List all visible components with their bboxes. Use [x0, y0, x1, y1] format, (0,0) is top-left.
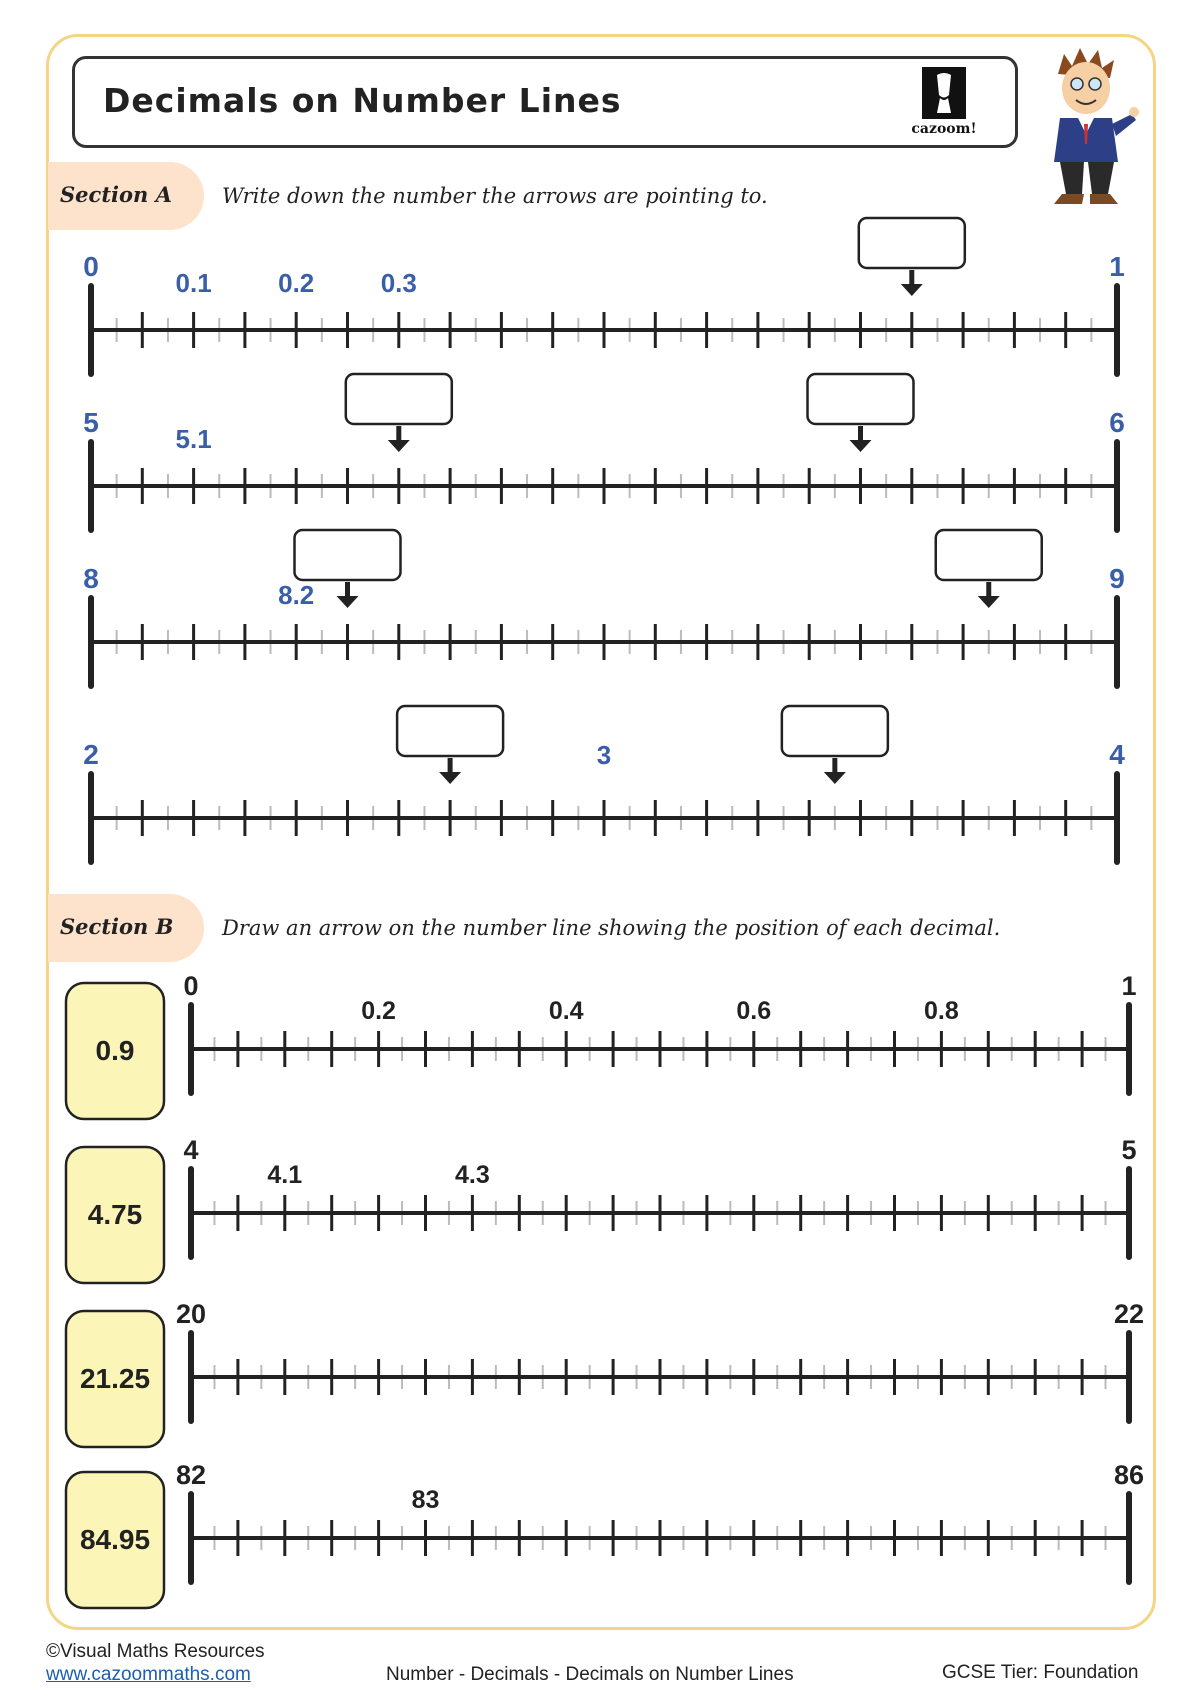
section-b-line-2-tick-label: 4.1	[267, 1161, 303, 1189]
section-a-line-2-answer-box	[346, 374, 452, 424]
section-a-line-3-answer-box	[936, 530, 1042, 580]
section-b-line-3-end-label: 22	[1113, 1299, 1145, 1329]
footer-tier: GCSE Tier: Foundation	[942, 1662, 1139, 1683]
footer-url-link[interactable]: www.cazoommaths.com	[46, 1664, 251, 1685]
section-b-line-1-start-label: 0	[183, 971, 199, 1001]
section-a-line-1-start-label: 0	[83, 251, 99, 282]
section-a-line-2-start-label: 5	[83, 407, 99, 438]
section-a-line-4-start-label: 2	[83, 739, 99, 770]
section-a-label: Section A	[60, 182, 172, 207]
section-b-line-4-end-label: 86	[1113, 1460, 1145, 1490]
section-b-line-4-tick-label: 83	[411, 1486, 440, 1514]
section-b-line-4-target-value: 84.95	[79, 1524, 151, 1555]
section-a-line-4-arrow-head	[439, 772, 461, 784]
section-a-line-3-tick-label: 8.2	[278, 580, 315, 610]
section-a-line-1-tick-label: 0.3	[380, 268, 417, 298]
section-b-line-3-start-label: 20	[175, 1299, 207, 1329]
section-a-line-4-arrow-head	[824, 772, 846, 784]
section-b-line-1-target-value: 0.9	[95, 1035, 135, 1066]
section-a-line-2-tick-label: 5.1	[175, 424, 212, 454]
section-b-label: Section B	[60, 914, 174, 939]
section-a-line-4-end-label: 4	[1109, 739, 1125, 770]
footer-credits	[46, 1640, 265, 1686]
section-a-line-2-arrow-head	[388, 440, 410, 452]
section-b-line-1-tick-label: 0.8	[924, 997, 959, 1025]
section-b-line-2-end-label: 5	[1121, 1135, 1137, 1165]
section-b-line-1-tick-label: 0.4	[548, 997, 584, 1025]
section-a-line-3-answer-box	[295, 530, 401, 580]
section-b-line-1-end-label: 1	[1121, 971, 1137, 1001]
section-b-line-3-target-value: 21.25	[79, 1363, 151, 1394]
section-a-line-1-answer-box	[859, 218, 965, 268]
section-a-line-3-arrow-head	[337, 596, 359, 608]
section-a-line-2-answer-box	[808, 374, 914, 424]
section-a-line-3-start-label: 8	[83, 563, 99, 594]
section-a-line-2-arrow-head	[850, 440, 872, 452]
section-a-instruction: Write down the number the arrows are pointing to.	[222, 184, 768, 208]
section-a-line-1-arrow-head	[901, 284, 923, 296]
section-a-line-4-answer-box	[782, 706, 888, 756]
section-a-line-4-tick-label: 3	[596, 740, 612, 770]
page-title: Decimals on Number Lines	[103, 81, 622, 120]
section-a-line-1-end-label: 1	[1109, 251, 1125, 282]
section-b-instruction: Draw an arrow on the number line showing the position of each decimal.	[222, 916, 1001, 940]
section-b-line-1-tick-label: 0.6	[736, 997, 772, 1025]
section-a-line-4-answer-box	[397, 706, 503, 756]
section-b-line-4-start-label: 82	[175, 1460, 207, 1490]
section-a-line-2-end-label: 6	[1109, 407, 1125, 438]
section-b-line-2-start-label: 4	[183, 1135, 199, 1165]
section-a-line-1-tick-label: 0.2	[278, 268, 315, 298]
footer-copyright: ©Visual Maths Resources	[46, 1641, 265, 1662]
section-b-line-2-target-value: 4.75	[87, 1199, 143, 1230]
section-a-line-3-end-label: 9	[1109, 563, 1125, 594]
section-a-line-1-tick-label: 0.1	[175, 268, 212, 298]
section-a-line-3-arrow-head	[978, 596, 1000, 608]
logo-text: cazoom!	[911, 121, 977, 137]
footer-topic: Number - Decimals - Decimals on Number Lines	[386, 1664, 794, 1685]
section-b-line-1-tick-label: 0.2	[361, 997, 396, 1025]
section-b-line-2-tick-label: 4.3	[455, 1161, 490, 1189]
